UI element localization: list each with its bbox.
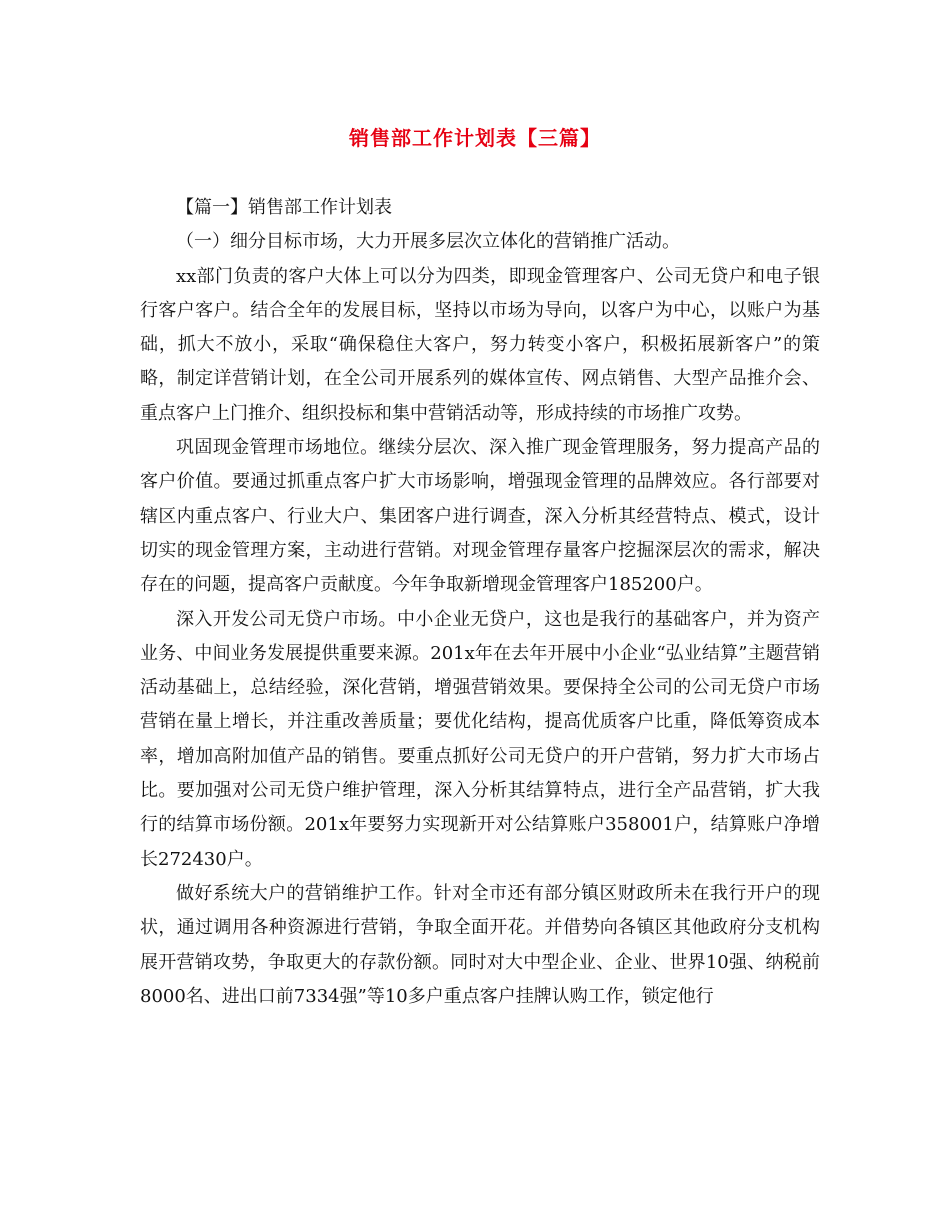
section-heading: 【篇一】销售部工作计划表	[176, 197, 392, 218]
body-paragraph: xx部门负责的客户大体上可以分为四类，即现金管理客户、公司无贷户和电子银行客户客户。结合全年的发展目标，坚持以市场为导向，以客户为中心，以账户为基础，抓大不放小，采取“确保稳住大客户，努力转变小客户，积极拓展新客户”的策略，制定详营销计划，在全公司开展系列的媒体宣传、网点销售、大型产品推介会、重点客户上门推介、组织投标和集中营销活动等，形成持续的市场推广攻势。	[140, 265, 820, 424]
subsection-heading: （一）细分目标市场，大力开展多层次立体化的营销推广活动。	[176, 231, 680, 253]
body-paragraph: 做好系统大户的营销维护工作。针对全市还有部分镇区财政所未在我行开户的现状，通过调用各种资源进行营销，争取全面开花。并借势向各镇区其他政府分支机构展开营销攻势，争取更大的存款份额。同时对大中型企业、企业、世界10强、纳税前8000名、进出口前7334强”等10多户重点客户挂牌认购工作，锁定他行	[140, 882, 820, 1007]
body-paragraph: 巩固现金管理市场地位。继续分层次、深入推广现金管理服务，努力提高产品的客户价值。要通过抓重点客户扩大市场影响，增强现金管理的品牌效应。各行部要对辖区内重点客户、行业大户、集团客户进行调查，深入分析其经营特点、模式，设计切实的现金管理方案，主动进行营销。对现金管理存量客户挖掘深层次的需求，解决存在的问题，提高客户贡献度。今年争取新增现金管理客户185200户。	[140, 437, 820, 596]
document-title: 销售部工作计划表【三篇】	[349, 126, 601, 150]
document-body	[140, 191, 820, 1014]
body-paragraph: 深入开发公司无贷户市场。中小企业无贷户，这也是我行的基础客户，并为资产业务、中间业务发展提供重要来源。201x年在去年开展中小企业“弘业结算”主题营销活动基础上，总结经验，深化营销，增强营销效果。要保持全公司的公司无贷户市场营销在量上增长，并注重改善质量；要优化结构，提高优质客户比重，降低筹资成本率，增加高附加值产品的销售。要重点抓好公司无贷户的开户营销，努力扩大市场占比。要加强对公司无贷户维护管理，深入分析其结算特点，进行全产品营销，扩大我行的结算市场份额。201x年要努力实现新开对公结算账户358001户，结算账户净增长272430户。	[140, 608, 820, 870]
